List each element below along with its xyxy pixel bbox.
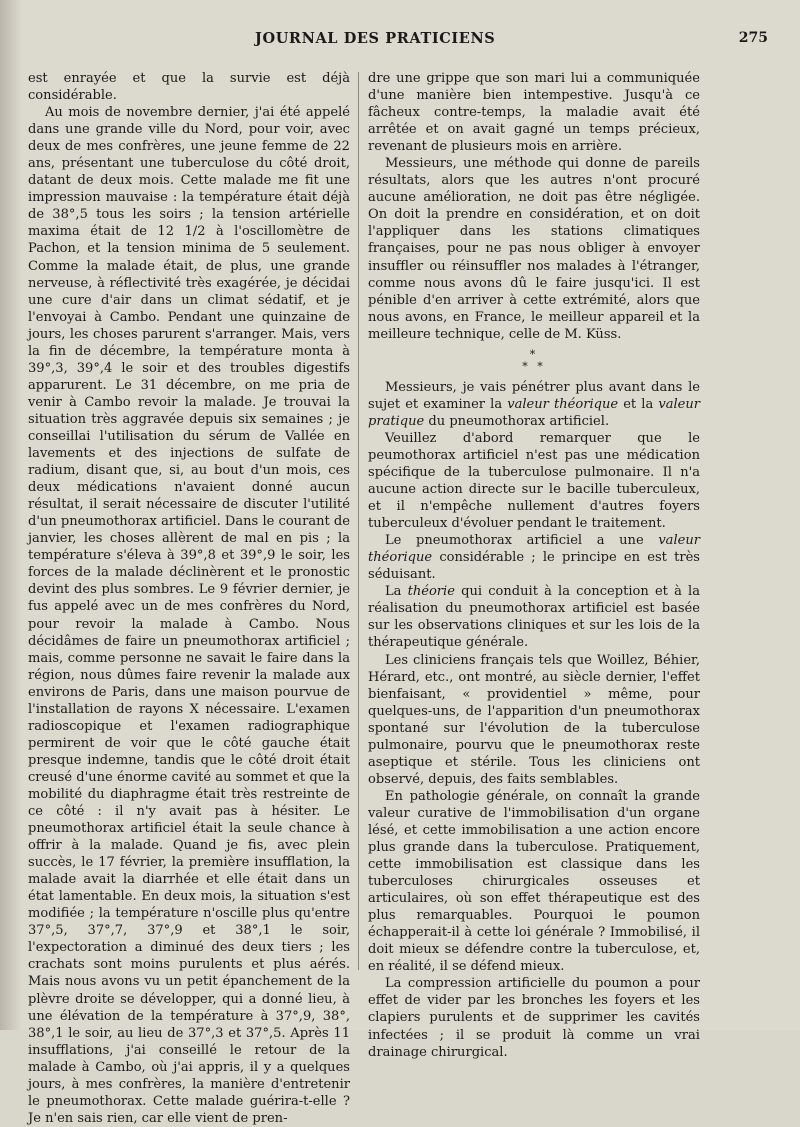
- paragraph: Au mois de novembre dernier, j'ai été appelé dans une grande ville du Nord, pour voir, avec deux de mes confrères, une jeune femme de 22 ans, présentant une tuberculose du côté droit, datant de deux mois. Cette malade me fit une impression mauvaise : la température était déjà de 38°,5 tous les soirs ; la tension artérielle maxima était de 12 1/2 à l'oscillomètre de Pachon, et la tension minima de 5 seulement. Comme la malade était, de plus, une grande nerveuse, à réflectivité très exagérée, je décidai une cure d'air dans un climat sédatif, et je l'envoyai à Cambo. Pendant une quinzaine de jours, les choses parurent s'arranger. Mais, vers la fin de décembre, la température monta à 39°,3, 39°,4 le soir et des troubles digestifs apparurent. Le 31 décembre, on me pria de venir à Cambo revoir la malade. Je trouvai la situation très aggravée depuis six semaines ; je conseillai l'utilisation du sérum de Vallée en lavements et des injections de sulfate de radium, disant que, si, au bout d'un mois, ces deux médications n'avaient donné aucun résultat, il serait nécessaire de discuter l'utilité d'un pneumothorax artificiel. Dans le courant de janvier, les choses allèrent de mal en pis ; la température s'éleva à 39°,8 et 39°,9 le soir, les forces de la malade déclinèrent et le pronostic devint des plus sombres. Le 9 février dernier, je fus appelé avec un de mes confrères du Nord, pour revoir la malade à Cambo. Nous décidâmes de faire un pneumothorax artificiel ; mais, comme personne ne savait le faire dans la région, nous dûmes faire revenir la malade aux environs de Paris, dans une maison pourvue de l'installation de rayons X nécessaire. L'examen radioscopique et l'examen radiographique permirent de voir que le côté gauche était presque indemne, tandis que le côté droit était creusé d'une énorme cavité au sommet et que la mobilité du diaphragme était très restreinte de ce côté : il n'y avait pas à hésiter. Le pneumothorax artificiel était la seule chance à offrir à la malade. Quand je fis, avec plein succès, le 17 février, la première insufflation, la malade avait la diarrhée et elle était dans un état lamentable. En deux mois, la situation s'est modifiée ; la température n'oscille plus qu'entre 37°,5, 37°,7, 37°,9 et 38°,1 le soir, l'expectoration a diminué des deux tiers ; les crachats sont moins purulents et plus aérés. Mais nous avons vu un petit épanchement de la plèvre droite se développer, qui a donné lieu, à une élévation de la température à 37°,9, 38°, 38°,1 le soir, au lieu de 37°,3 et 37°,5. Après 11 insufflations, j'ai conseillé le retour de la malade à Cambo, où j'ai appris, il y a quelques jours, à mes confrères, la manière d'entretenir le pneumothorax. Cette malade guérira-t-elle ? Je n'en sais rien, car elle vient de pren-: [28, 105, 350, 1126]
- paragraph: [368, 583, 700, 651]
- italic-term: théorie: [407, 584, 455, 600]
- continued-paragraph: est enrayée et que la survie est déjà considérable.: [28, 71, 350, 104]
- text-segment: qui conduit à la conception et à la réalisation du pneumothorax artificiel est basée sur les observations cliniques et sur les lois de la thérapeutique générale.: [368, 584, 700, 651]
- column-divider: [358, 72, 359, 970]
- paragraph: En pathologie générale, on connaît la grande valeur curative de l'immobilisation d'un organe lésé, et cette immobilisation a une action encore plus grande dans la tuberculose. Pratiquement, cette immobilisation est classique dans les tuberculoses chirurgicales osseuses et articulaires, où son effet thérapeutique est des plus remarquables. Pourquoi le poumon échapperait-il à cette loi générale ? Immobilisé, il doit mieux se défendre contre la tuberculose, et, en réalité, il se défend mieux.: [368, 788, 700, 975]
- text-segment: considérable ; le principe en est très séduisant.: [368, 550, 700, 583]
- paragraph: [368, 379, 700, 430]
- running-title: JOURNAL DES PRATICIENS: [255, 30, 496, 47]
- continued-paragraph: dre une grippe que son mari lui a communiquée d'une manière bien intempestive. Jusqu'à ce fâcheux contre-temps, la maladie avait été arrêtée et on avait gagné un temps précieux, revenant de plusieurs mois en arrière.: [368, 71, 700, 155]
- section-separator: [368, 349, 700, 373]
- text-segment: Le pneumothorax artificiel a une: [384, 533, 659, 549]
- text-segment: La: [384, 584, 408, 600]
- text-segment: du pneumothorax artificiel.: [424, 413, 610, 429]
- text-segment: et la: [618, 396, 659, 412]
- italic-term: valeur pratique: [368, 396, 701, 429]
- right-column: [368, 70, 700, 1061]
- separator-asterisks: *: [529, 347, 539, 361]
- page-header: [60, 30, 768, 54]
- paragraph: La compression artificielle du poumon a pour effet de vider par les bronches les foyers et les clapiers purulents et de supprimer les cavités infectées ; il se produit là comme un vrai drainage chirurgical.: [368, 976, 700, 1060]
- italic-term: valeur théorique: [507, 396, 619, 412]
- italic-term: valeur théorique: [368, 533, 700, 566]
- paragraph: [368, 532, 700, 583]
- paragraph: Messieurs, une méthode qui donne de pareils résultats, alors que les autres n'ont procuré aucune amélioration, ne doit pas être négligée. On doit la prendre en considération, et on doit l'appliquer dans les stations climatiques françaises, pour ne pas nous obliger à envoyer insuffler ou réinsuffler nos malades à l'étranger, comme nous avons dû le faire jusqu'ici. Il est pénible d'en arriver à cette extrémité, alors que nous avons, en France, le meilleur appareil et la meilleure technique, celle de M. Küss.: [368, 156, 700, 342]
- paragraph: Les cliniciens français tels que Woillez, Béhier, Hérard, etc., ont montré, au siècle dernier, l'effet bienfaisant, « providentiel » même, pour quelques-uns, de l'apparition d'un pneumothorax spontané sur l'évolution de la tuberculose pulmonaire, pourvu que le pneumothorax reste aseptique et stérile. Tous les cliniciens ont observé, depuis, des faits semblables.: [368, 652, 700, 787]
- text-segment: Messieurs, je vais pénétrer plus avant dans le sujet et examiner la: [368, 379, 700, 412]
- left-column: [28, 70, 350, 1127]
- book-spine-shadow: [0, 0, 22, 1030]
- separator-asterisks: * *: [522, 359, 546, 373]
- page-number: 275: [738, 30, 768, 46]
- paragraph: Veuillez d'abord remarquer que le peumothorax artificiel n'est pas une médication spécifique de la tuberculose pulmonaire. Il n'a aucune action directe sur le bacille tuberculeux, et il n'empêche nullement d'autres foyers tuberculeux d'évoluer pendant le traitement.: [368, 430, 700, 532]
